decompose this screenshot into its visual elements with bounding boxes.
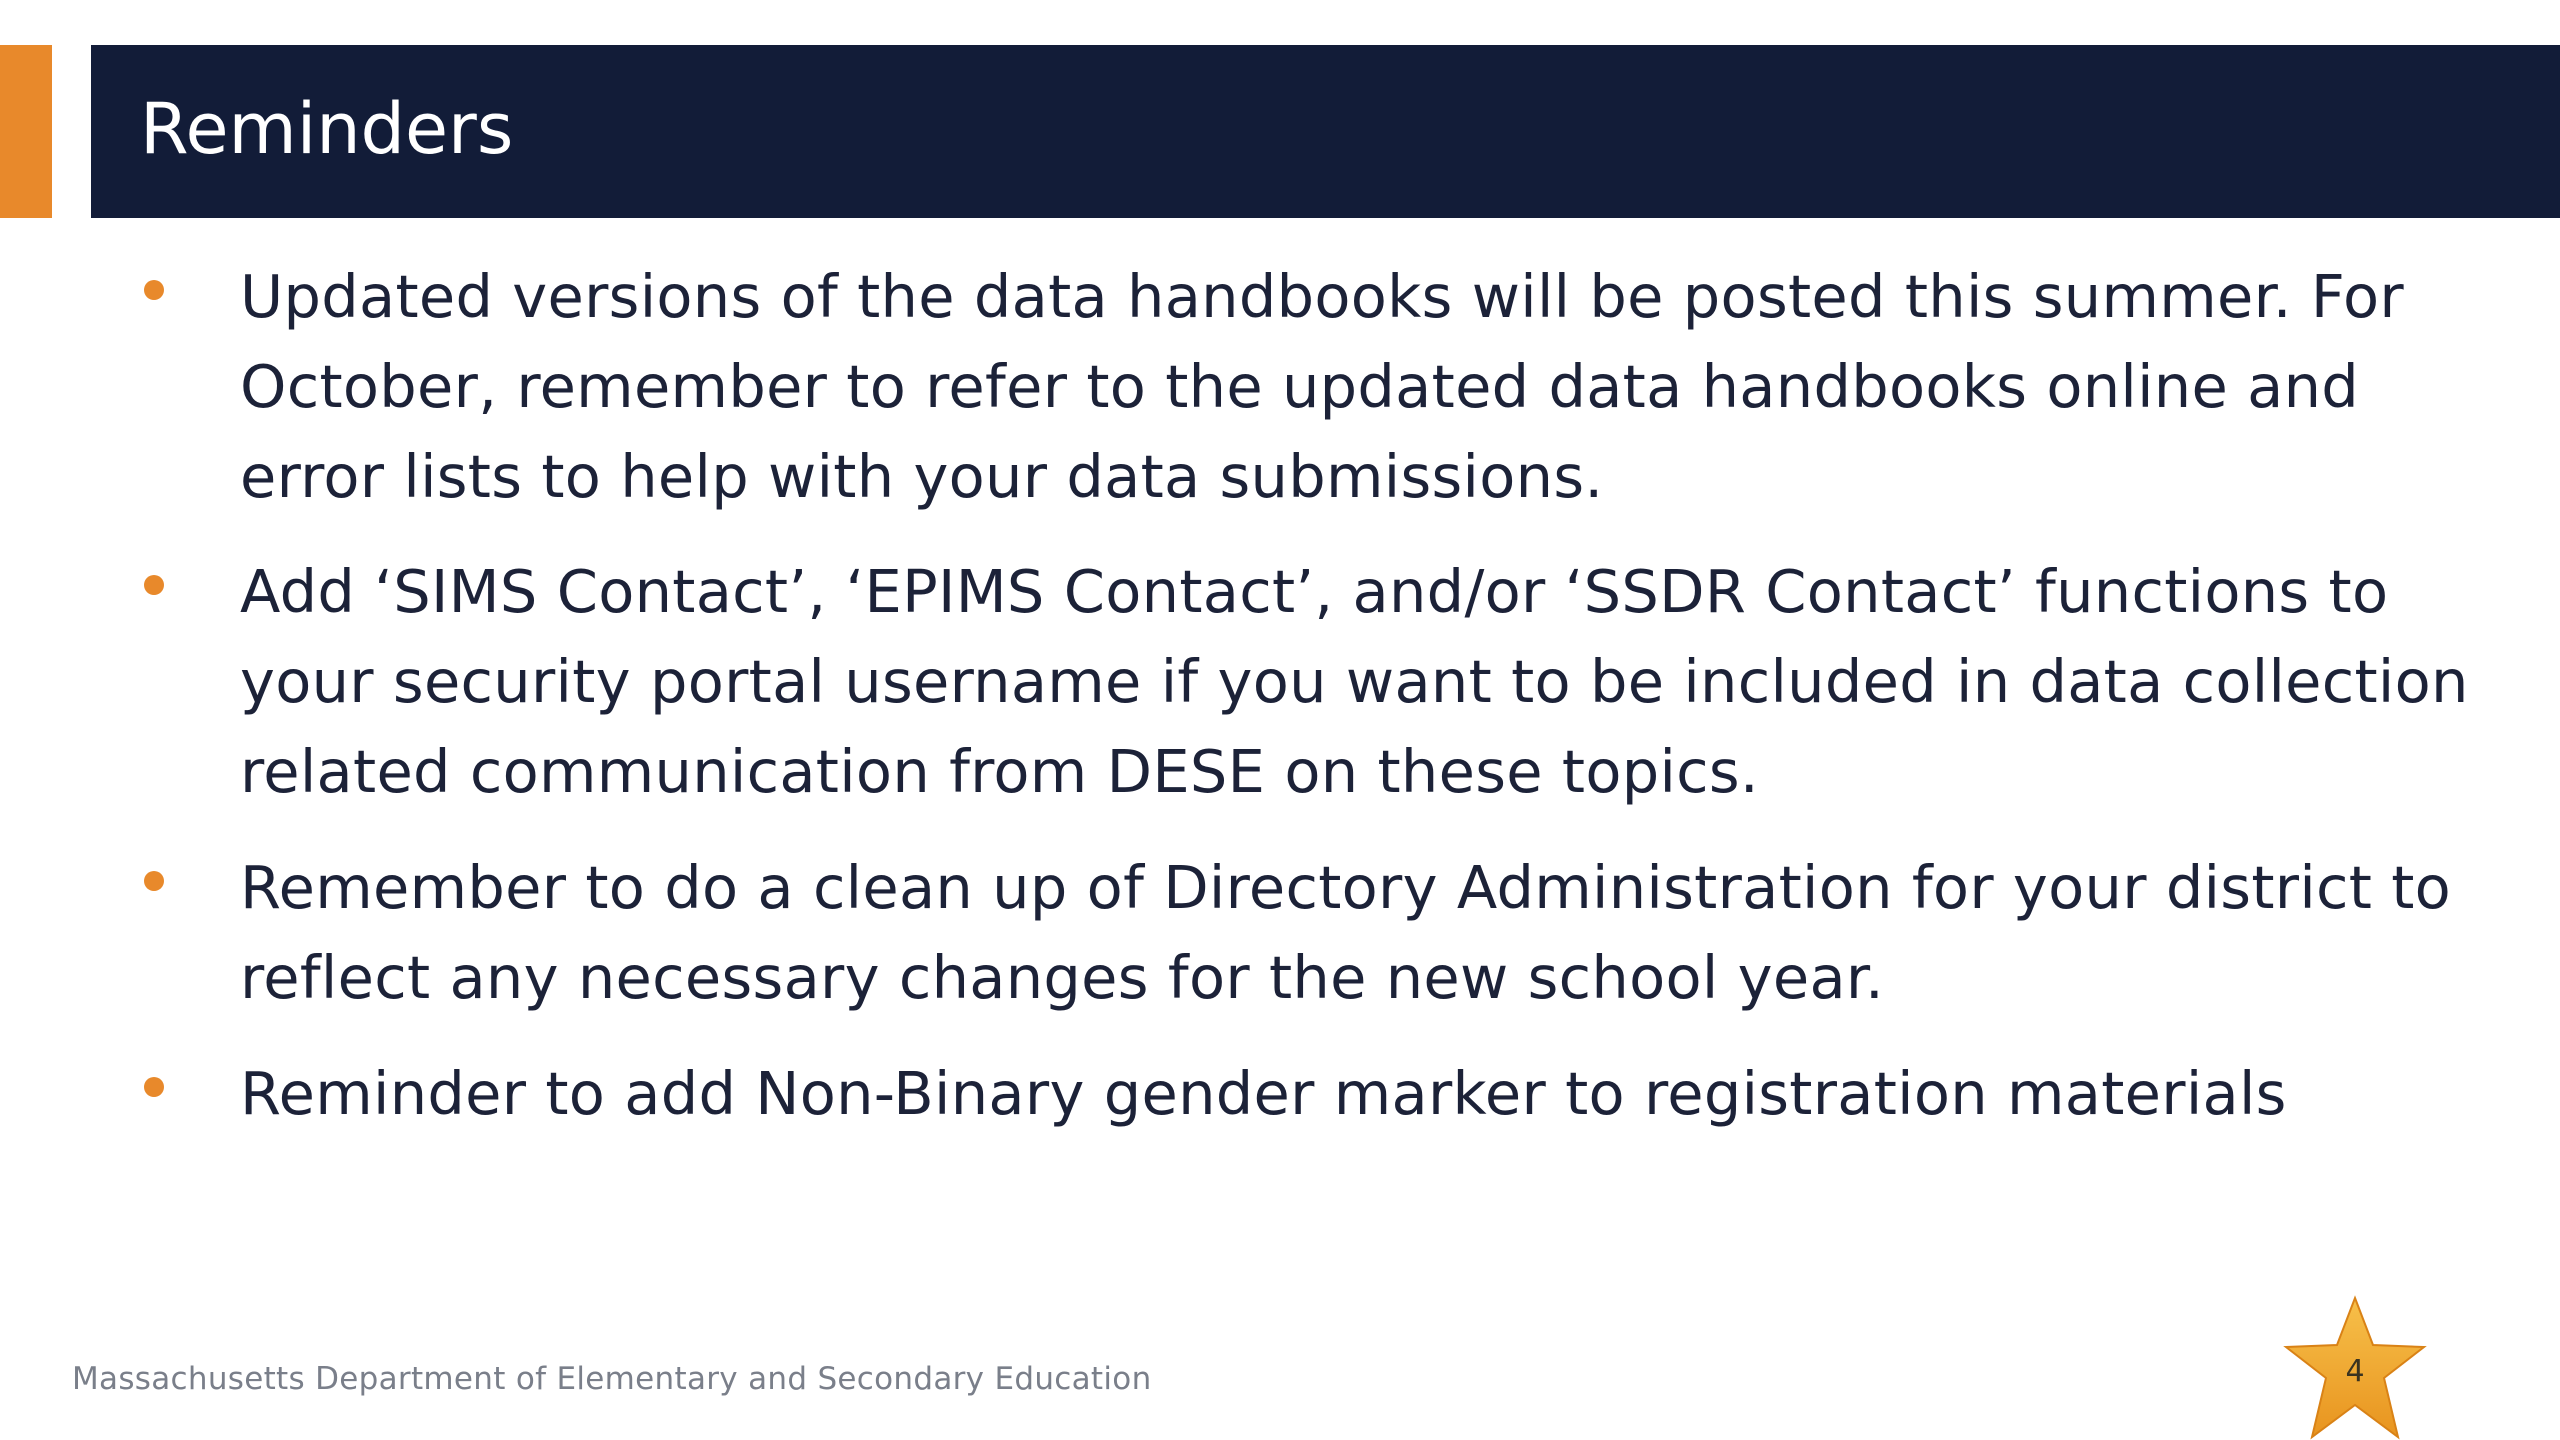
bullet-text: Remember to do a clean up of Directory Administration for your district to reflect any necessary changes for the new school year. bbox=[240, 853, 2452, 1012]
bullet-item bbox=[240, 547, 2510, 817]
bullet-dot-icon bbox=[144, 871, 164, 891]
bullet-dot-icon bbox=[144, 575, 164, 595]
bullet-text: Reminder to add Non-Binary gender marker to registration materials bbox=[240, 1059, 2287, 1128]
slide-title: Reminders bbox=[140, 88, 514, 170]
bullet-text: Add ‘SIMS Contact’, ‘EPIMS Contact’, and/or ‘SSDR Contact’ functions to your security portal username if you want to be included in data collection related communication from DESE on these topics. bbox=[240, 557, 2469, 806]
bullet-item bbox=[240, 843, 2510, 1023]
bullet-text: Updated versions of the data handbooks will be posted this summer. For October, remember to refer to the updated data handbooks online and error lists to help with your data submissions. bbox=[240, 262, 2404, 511]
title-accent-bar bbox=[0, 45, 52, 218]
bullet-dot-icon bbox=[144, 1077, 164, 1097]
page-number: 4 bbox=[2345, 1354, 2365, 1389]
footer-organization: Massachusetts Department of Elementary and Secondary Education bbox=[72, 1361, 1152, 1397]
bullet-dot-icon bbox=[144, 280, 164, 300]
bullet-item bbox=[240, 252, 2510, 522]
bullet-item bbox=[240, 1049, 2510, 1139]
